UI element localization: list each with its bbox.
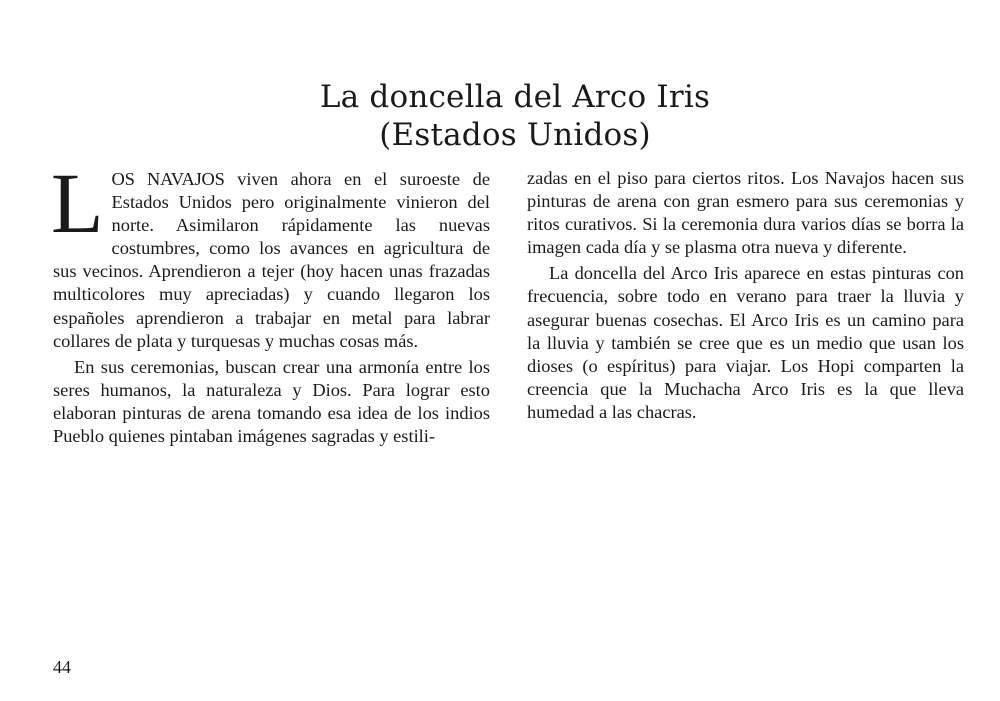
title-line-1: La doncella del Arco Iris (319, 79, 711, 115)
lead-caps: OS NAVAJOS (111, 169, 225, 189)
right-column (527, 167, 964, 424)
paragraph-rainbow-maiden: La doncella del Arco Iris aparece en estas pinturas con frecuencia, sobre todo en verano para traer la lluvia y asegurar buenas cosechas. El Arco Iris es un camino para la lluvia y también se cree que es un medio que usan los dioses (o espíritus) para viajar. Los Hopi comparten la creencia que la Muchacha Arco Iris es la que lleva humedad a las chacras. (527, 263, 964, 422)
paragraph-ceremonies: En sus ceremonias, buscan crear una armonía entre los seres humanos, la naturaleza y Dios. Para lograr esto elaboran pinturas de arena tomando esa idea de los indios Pueblo quienes pintaban imágenes sagradas y estili- (53, 356, 490, 447)
page-title (190, 78, 840, 154)
left-column (51, 155, 490, 448)
paragraph-continued: zadas en el piso para ciertos ritos. Los Navajos hacen sus pinturas de arena con gran esmero para sus ceremonias y ritos curativos. Si la ceremonia dura varios días se borra la imagen cada día y se plasma otra nueva y diferente. (527, 168, 964, 258)
intro-paragraph (51, 155, 490, 353)
title-line-2: (Estados Unidos) (379, 117, 651, 153)
drop-cap: L (51, 155, 104, 251)
page-number: 44 (53, 657, 71, 677)
intro-paragraph-text: viven ahora en el suroeste de Estados Unidos pero originalmente vinieron del norte. Asimilaron rápidamente las nuevas costumbres, como los avances en agricultura de sus vecinos. Aprendieron a tejer (hoy hacen unas frazadas multicolores muy apreciadas) y cuando llegaron los españoles aprendieron a trabajar en metal para labrar collares de plata y turquesas y muchas cosas más. (53, 169, 490, 351)
